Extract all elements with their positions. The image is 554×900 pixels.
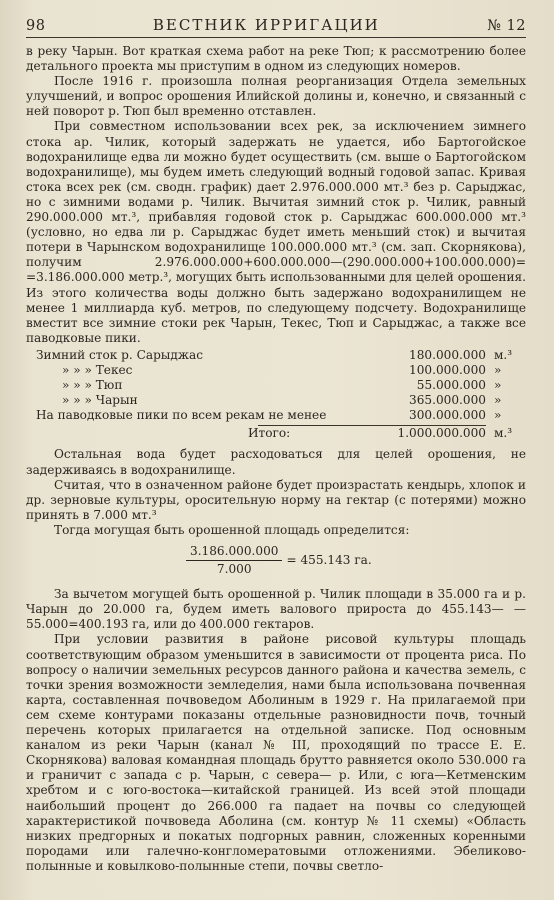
paragraph: Тогда могущая быть орошенной площадь определится: <box>54 522 410 537</box>
table-row <box>36 393 526 408</box>
row-label: » » » Чарын <box>62 393 138 408</box>
paragraph: За вычетом могущей быть орошенной р. Чилик площади в 35.000 га и р. Чарын до 20.000 га, будем иметь валового прироста до 455.143— —55.000=400.193 га, или до 400.000 гектаров. <box>26 587 526 632</box>
paragraph: При совместном использовании всех рек, за исключением зимнего стока ар. Чилик, который задержать не удается, ибо Бартогойское водохранилище едва ли можно будет осуществить (см. выше о Бартогойском водохранилище), мы будем иметь следующий водный годовой запас. Кривая стока всех рек (см. сводн. график) дает 2.976.000.000 мт.³ без р. Сарыджас, но с зимними водами р. Чилик. Вычитая зимний сток р. Чилик, равный 290.000.000 мт.³, прибавляя годовой сток р. Сарыджас 600.000.000 мт.³ (условно, но едва ли р. Сарыджас будет иметь меньший сток) и вычитая потери в Чарынском водохранилище 100.000.000 мт.³ (см. зап. Скорнякова), получим 2.976.000.000+600.000.000—(290.000.000+100.000.000)= =3.186.000.000 метр.³, могущих быть использованными для целей орошения. Из этого количества воды должно быть задержано водохранилищем не менее 1 миллиарда куб. метров, по следующему подсчету. Водохранилище вместит все зимние стоки рек Чарын, Текес, Тюп и Сарыджас, а также все паводковые пики. <box>26 119 526 345</box>
total-row <box>36 426 526 441</box>
flow-table <box>36 348 526 423</box>
paragraph: После 1916 г. произошла полная реорганизация Отдела земельных улучшений, и вопрос орошения Илийской долины и, конечно, и связанный с ней поворот р. Тюп был временно отставлен. <box>26 74 526 119</box>
article-body <box>26 44 526 874</box>
row-label: » » » Текес <box>62 362 133 377</box>
total-value: 1.000.000.000 <box>397 426 486 441</box>
page-number: 98 <box>26 18 46 34</box>
paragraph: Остальная вода будет расходоваться для целей орошения, не задерживаясь в водохранилище. <box>26 447 526 477</box>
row-unit: » <box>494 393 502 408</box>
table-row <box>36 348 526 363</box>
paragraph: При условии развития в районе рисовой культуры площадь соответствующим образом уменьшится в зависимости от процента риса. По вопросу о наличии земельных ресурсов данного района и качества земель, с точки зрения возможности земледелия, нами была использована почвенная карта, составленная почвоведом Аболиным в 1929 г. На прилагаемой при сем схеме контурами показаны отдельные разновидности почв, точный перечень которых прилагается на отдельной записке. Под основным каналом из реки Чарын (канал № III, проходящий по трассе Е. Е. Скорнякова) валовая командная площадь брутто равняется около 530.000 га и граничит с запада с р. Чарын, с севера— р. Или, с юга—Кетменским хребтом и с юго-востока—китайской границей. Из всей этой площади наибольший процент до 266.000 га падает на почвы со следующей характеристикой почвоведа Аболина (см. контур № 11 схемы) «Область низких предгорных и покатых подгорных равнин, сложенных коренными породами или галечно-конгломератовыми отложениями. Эбеликово-полынные и ковылково-полынные степи, почвы светло- <box>26 632 526 873</box>
flow-total <box>36 426 526 441</box>
paragraph: в реку Чарын. Вот краткая схема работ на реке Тюп; к рассмотрению более детального проекта мы приступим в одном из следующих номеров. <box>26 44 526 74</box>
row-value: 180.000.000 <box>409 347 486 362</box>
row-value: 55.000.000 <box>416 378 486 393</box>
paragraph: Считая, что в означенном районе будет произрастать кендырь, хлопок и др. зерновые культуры, оросительную норму на гектар (с потерями) можно принять в 7.000 мт.³ <box>26 477 526 522</box>
row-unit: » <box>494 362 502 377</box>
numerator: 3.186.000.000 <box>186 544 282 561</box>
total-label: Итого: <box>248 426 291 441</box>
table-row <box>36 378 526 393</box>
row-value: 365.000.000 <box>409 393 486 408</box>
row-unit: » <box>494 378 502 393</box>
row-value: 300.000.000 <box>409 408 486 423</box>
table-row <box>36 363 526 378</box>
area-formula <box>186 544 526 577</box>
journal-title: ВЕСТНИК ИРРИГАЦИИ <box>152 16 380 34</box>
denominator: 7.000 <box>216 562 252 577</box>
issue-number: № 12 <box>487 18 526 34</box>
row-label: На паводковые пики по всем рекам не менее <box>36 408 327 423</box>
total-unit: м.³ <box>494 426 513 441</box>
running-header <box>26 16 526 38</box>
fraction <box>186 544 282 577</box>
row-label: Зимний сток р. Сарыджас <box>36 347 203 362</box>
row-value: 100.000.000 <box>409 362 486 377</box>
formula-result: = 455.143 га. <box>286 553 372 568</box>
table-row <box>36 408 526 423</box>
row-unit: » <box>494 408 502 423</box>
row-label: » » » Тюп <box>62 378 123 393</box>
row-unit: м.³ <box>494 347 513 362</box>
